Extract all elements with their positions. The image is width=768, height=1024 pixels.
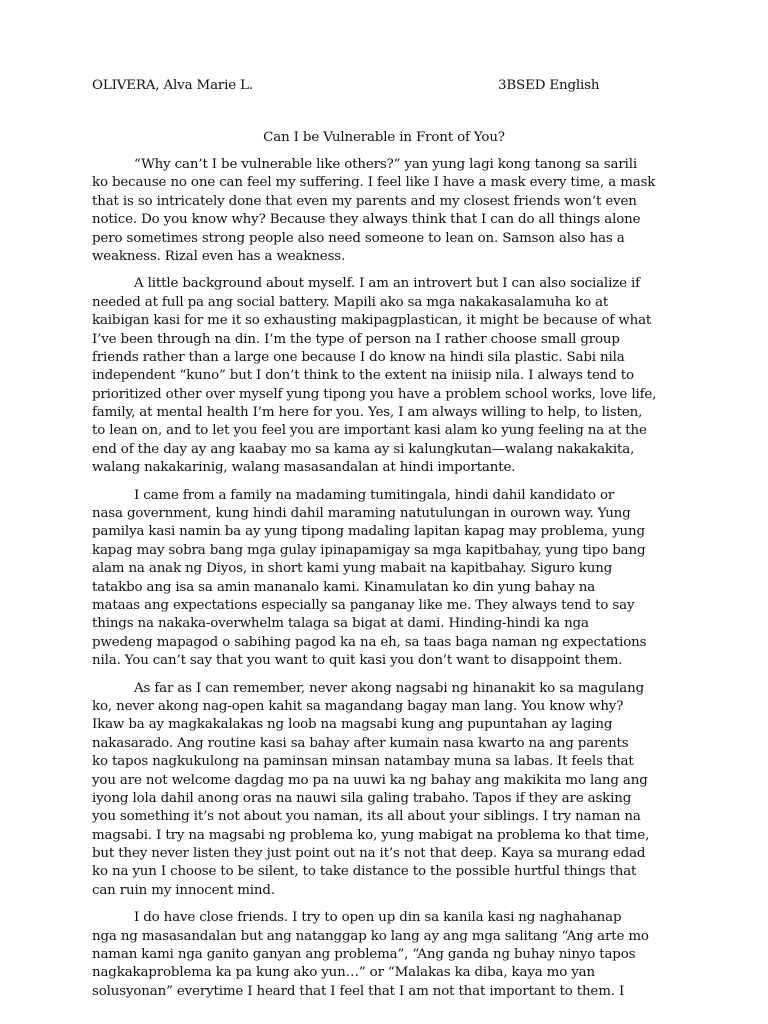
text-line: weakness. Rizal even has a weakness. — [92, 248, 346, 264]
text-line: alam na anak ng Diyos, in short kami yung mabait na kapitbahay. Siguro kung — [92, 561, 613, 577]
text-line: you something it’s not about you naman, its all about your siblings. I try naman na — [92, 809, 641, 825]
text-line: friends rather than a large one because I do know na hindi sila plastic. Sabi nila — [92, 349, 625, 365]
text-line: walang nakakarinig, walang masasandalan at hindi importante. — [92, 460, 516, 476]
paragraph-4 — [92, 680, 692, 901]
paragraph-5 — [92, 909, 692, 1001]
text-line: ko because no one can feel my suffering. I feel like I have a mask every time, a mask — [92, 175, 656, 191]
text-line: ko, never akong nag-open kahit sa magandang bagay man lang. You know why? — [92, 698, 624, 714]
text-line: can ruin my innocent mind. — [92, 882, 275, 898]
text-line: needed at full pa ang social battery. Mapili ako sa mga nakakasalamuha ko at — [92, 294, 609, 310]
text-line: prioritized other over myself yung tipong you have a problem school works, love life, — [92, 386, 657, 402]
author-name: OLIVERA, Alva Marie L. — [92, 78, 254, 93]
essay-title: Can I be Vulnerable in Front of You? — [263, 130, 505, 145]
text-line: family, at mental health I’m here for you. Yes, I am always willing to help, to listen, — [92, 405, 643, 421]
paragraph-3 — [92, 487, 692, 671]
text-line: you are not welcome dagdag mo pa na uuwi ka ng bahay ang makikita mo lang ang — [92, 772, 648, 788]
text-line: “Why can’t I be vulnerable like others?” yan yung lagi kong tanong sa sarili — [134, 157, 637, 172]
text-line: but they never listen they just point out na it’s not that deep. Kaya sa murang edad — [92, 846, 646, 862]
text-line: nila. You can’t say that you want to quit kasi you don’t want to disappoint them. — [92, 653, 623, 669]
text-line: notice. Do you know why? Because they always think that I can do all things alone — [92, 212, 641, 228]
text-line: ko na yun I choose to be silent, to take distance to the possible hurtful things that — [92, 864, 637, 880]
text-line: magsabi. I try na magsabi ng problema ko, yung mabigat na problema ko that time, — [92, 827, 650, 843]
text-line: nga ng masasandalan but ang natanggap ko lang ay ang mga salitang “Ang arte mo — [92, 928, 649, 944]
paragraph-1 — [92, 156, 692, 266]
text-line: iyong lola dahil anong oras na nauwi sila galing trabaho. Tapos if they are asking — [92, 790, 632, 806]
text-line: tatakbo ang isa sa amin mananalo kami. Kinamulatan ko din yung bahay na — [92, 579, 596, 595]
text-line: to lean on, and to let you feel you are important kasi alam ko yung feeling na at the — [92, 423, 647, 439]
text-line: nakasarado. Ang routine kasi sa bahay after kumain nasa kwarto na ang parents — [92, 735, 629, 751]
text-line: independent “kuno” but I don’t think to the extent na iniisip nila. I always tend to — [92, 368, 634, 384]
essay-body — [92, 156, 692, 1010]
text-line: I’ve been through na din. I’m the type of person na I rather choose small group — [92, 331, 620, 347]
text-line: nasa government, kung hindi dahil maraming natutulungan in ourown way. Yung — [92, 506, 631, 522]
text-line: Ikaw ba ay magkakalakas ng loob na magsabi kung ang pupuntahan ay laging — [92, 717, 613, 733]
text-line: mataas ang expectations especially sa panganay like me. They always tend to say — [92, 597, 635, 613]
paragraph-2 — [92, 275, 692, 477]
text-line: pero sometimes strong people also need someone to lean on. Samson also has a — [92, 230, 625, 246]
text-line: I do have close friends. I try to open up din sa kanila kasi ng naghahanap — [134, 910, 622, 926]
text-line: pwedeng mapagod o sabihing pagod ka na eh, sa taas baga naman ng expectations — [92, 634, 647, 650]
text-line: ko tapos nagkukulong na paminsan minsan natambay muna sa labas. It feels that — [92, 754, 634, 770]
text-line: naman kami nga ganito ganyan ang problema”, “Ang ganda ng buhay ninyo tapos — [92, 947, 636, 963]
text-line: that is so intricately done that even my parents and my closest friends won’t even — [92, 193, 637, 209]
text-line: nagkakaproblema ka pa kung ako yun…” or “Malakas ka diba, kaya mo yan — [92, 965, 595, 981]
text-line: end of the day ay ang kaabay mo sa kama ay si kalungkutan—walang nakakakita, — [92, 441, 635, 457]
text-line: As far as I can remember, never akong nagsabi ng hinanakit ko sa magulang — [134, 680, 644, 696]
text-line: kaibigan kasi for me it so exhausting makipagplastican, it might be because of what — [92, 313, 652, 329]
course-label: 3BSED English — [498, 78, 600, 93]
text-line: things na nakaka-overwhelm talaga sa bigat at dami. Hinding-hindi ka nga — [92, 616, 589, 632]
text-line: pamilya kasi namin ba ay yung tipong madaling lapitan kapag may problema, yung — [92, 524, 645, 540]
text-line: I came from a family na madaming tumitingala, hindi dahil kandidato or — [134, 487, 615, 503]
text-line: solusyonan” everytime I heard that I feel that I am not that important to them. I — [92, 983, 625, 999]
text-line: A little background about myself. I am an introvert but I can also socialize if — [134, 276, 640, 292]
text-line: kapag may sobra bang mga gulay ipinapamigay sa mga kapitbahay, yung tipo bang — [92, 542, 646, 558]
